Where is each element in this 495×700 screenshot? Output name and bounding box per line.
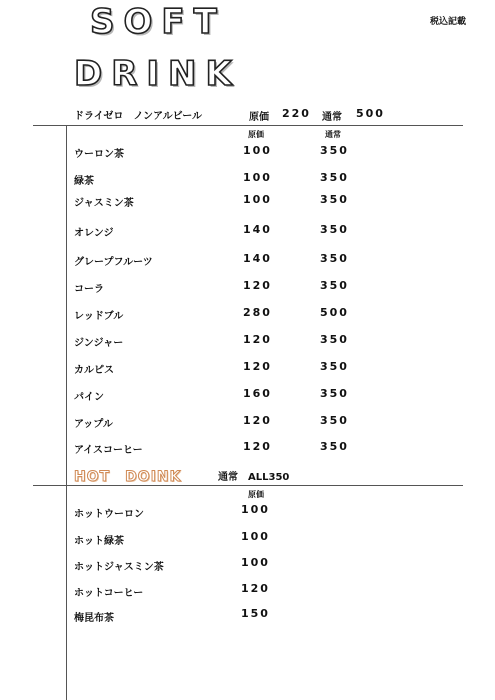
- soft-item-name: コーラ: [74, 284, 104, 295]
- soft-item-price: 350: [320, 333, 349, 346]
- soft-item-name: 緑茶: [74, 176, 94, 187]
- featured-price: 500: [356, 107, 385, 120]
- soft-item-price: 350: [320, 279, 349, 292]
- soft-item-price: 350: [320, 387, 349, 400]
- soft-item-cost: 100: [243, 193, 272, 206]
- soft-item-cost: 140: [243, 252, 272, 265]
- hot-price-note: 通常 ALL350: [218, 472, 290, 483]
- featured-item-name: ドライゼロ ノンアルビール: [74, 111, 202, 122]
- hot-item-name: ホット緑茶: [74, 536, 124, 547]
- soft-item-price: 350: [320, 360, 349, 373]
- hot-cost-header: 原価: [248, 490, 264, 499]
- tax-note: 税込記載: [430, 17, 467, 27]
- hot-item-cost: 100: [241, 556, 270, 569]
- divider-top: [33, 125, 463, 126]
- soft-price-header: 通常: [325, 130, 341, 139]
- hot-item-name: ホットウーロン: [74, 509, 144, 520]
- soft-item-name: レッドブル: [74, 311, 124, 322]
- featured-price-label: 通常: [322, 112, 342, 123]
- soft-item-name: ジンジャー: [74, 338, 124, 349]
- title-drink: DRINK: [74, 54, 241, 94]
- soft-cost-header: 原価: [248, 130, 264, 139]
- soft-item-cost: 140: [243, 223, 272, 236]
- soft-item-name: オレンジ: [74, 228, 114, 239]
- hot-item-cost: 100: [241, 530, 270, 543]
- soft-item-cost: 120: [243, 360, 272, 373]
- soft-item-name: グレープフルーツ: [74, 257, 153, 268]
- hot-item-cost: 120: [241, 582, 270, 595]
- soft-item-price: 350: [320, 414, 349, 427]
- soft-item-cost: 120: [243, 333, 272, 346]
- hot-item-cost: 150: [241, 607, 270, 620]
- featured-cost-label: 原価: [249, 112, 269, 123]
- soft-item-price: 350: [320, 252, 349, 265]
- soft-item-name: カルピス: [74, 365, 114, 376]
- soft-item-price: 500: [320, 306, 349, 319]
- soft-item-name: アップル: [74, 419, 113, 430]
- soft-item-price: 350: [320, 193, 349, 206]
- divider-vertical: [66, 125, 67, 700]
- soft-item-cost: 120: [243, 414, 272, 427]
- soft-item-price: 350: [320, 171, 349, 184]
- soft-item-name: ウーロン茶: [74, 149, 124, 160]
- hot-item-name: ホットジャスミン茶: [74, 562, 164, 573]
- soft-item-cost: 280: [243, 306, 272, 319]
- hot-item-cost: 100: [241, 503, 270, 516]
- featured-cost: 220: [282, 107, 311, 120]
- title-soft: SOFT: [90, 2, 226, 42]
- soft-item-cost: 100: [243, 144, 272, 157]
- soft-item-name: アイスコーヒー: [74, 445, 143, 456]
- hot-section-title: HOT DOINK: [74, 469, 182, 485]
- soft-item-price: 350: [320, 144, 349, 157]
- soft-item-cost: 100: [243, 171, 272, 184]
- soft-item-name: ジャスミン茶: [74, 198, 134, 209]
- hot-item-name: ホットコーヒー: [74, 588, 144, 599]
- soft-item-cost: 160: [243, 387, 272, 400]
- soft-item-cost: 120: [243, 440, 272, 453]
- soft-item-price: 350: [320, 223, 349, 236]
- soft-item-name: パイン: [74, 392, 104, 403]
- soft-item-cost: 120: [243, 279, 272, 292]
- soft-item-price: 350: [320, 440, 349, 453]
- hot-item-name: 梅昆布茶: [74, 613, 114, 624]
